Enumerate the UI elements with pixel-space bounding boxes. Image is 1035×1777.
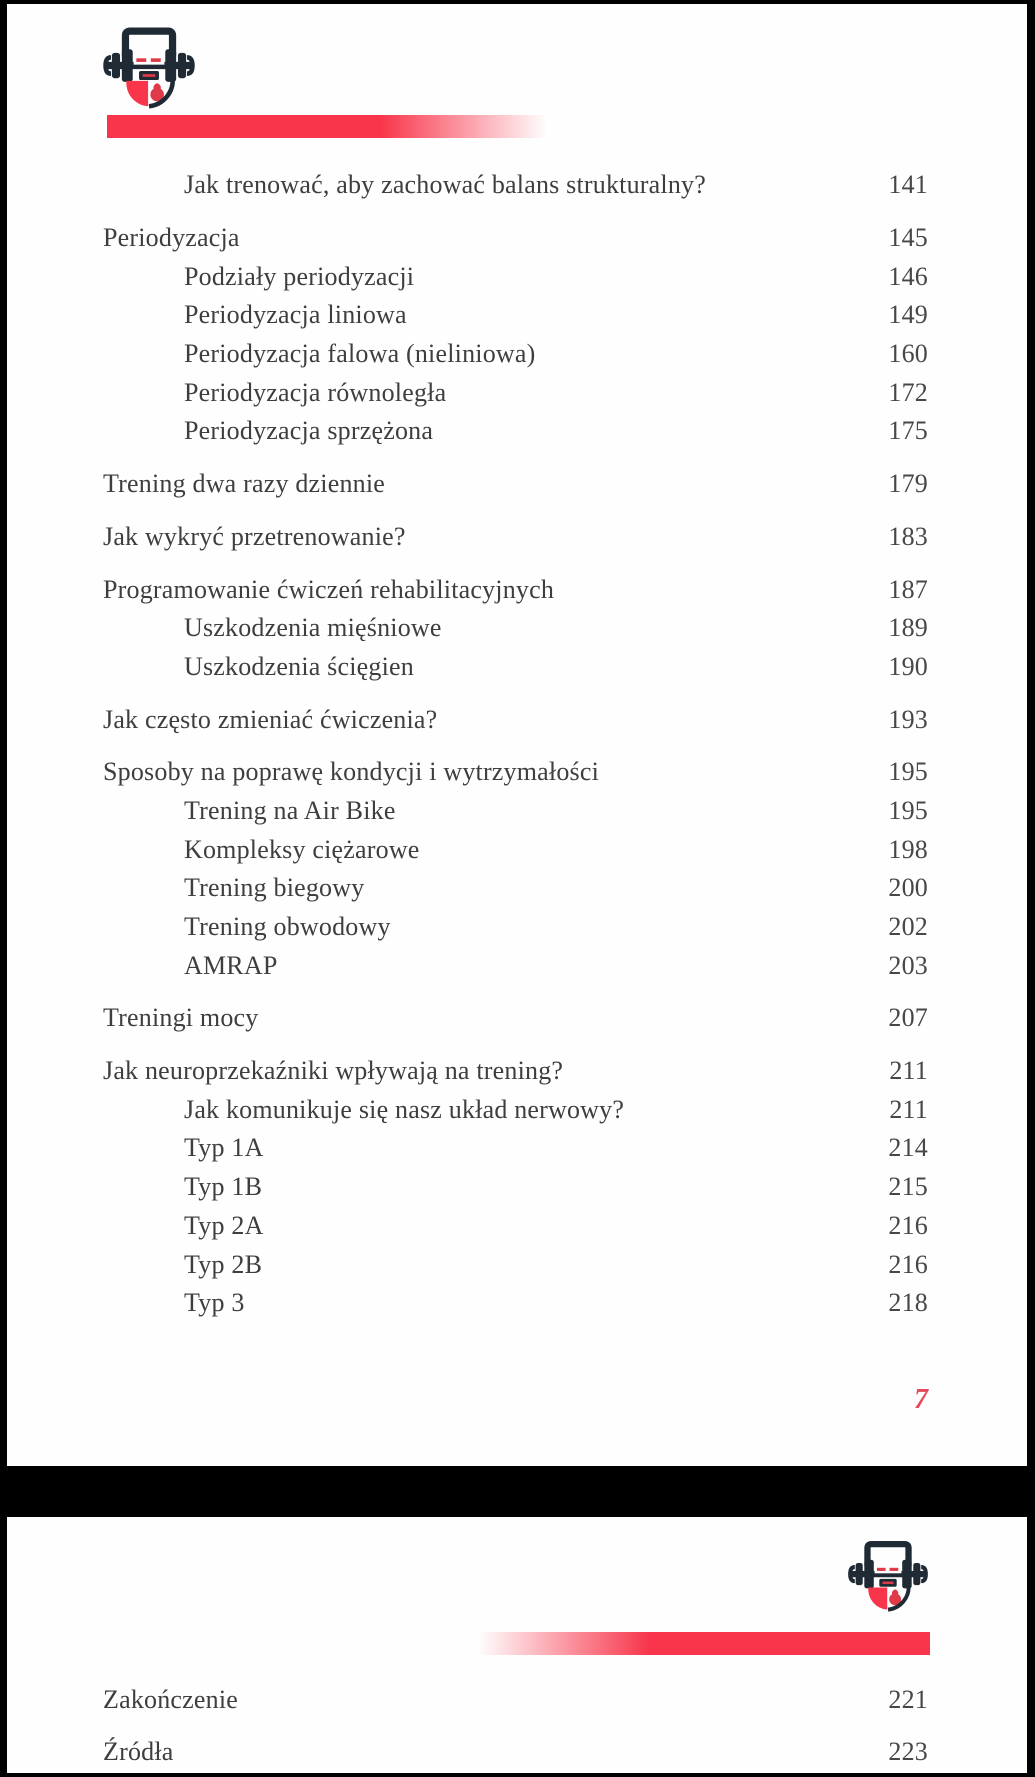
toc-entry-page: 223 (888, 1736, 928, 1766)
toc-entry-page: 202 (888, 912, 928, 942)
toc-row (103, 518, 928, 557)
red-accent-bar (107, 115, 547, 138)
page-number-folio: 7 (914, 1384, 928, 1415)
toc-row (103, 412, 928, 451)
toc-row (103, 908, 928, 947)
toc-entry-title: Typ 3 (184, 1288, 245, 1318)
toc-row (103, 753, 928, 792)
gym-club-logo-icon (848, 1537, 928, 1612)
toc-entry-page: 190 (888, 651, 928, 681)
toc-row (103, 465, 928, 504)
toc-entry-title: Jak trenować, aby zachować balans strukturalny? (184, 170, 706, 200)
toc-entry-page: 211 (889, 1094, 928, 1124)
toc-entry-page: 203 (888, 950, 928, 980)
toc-entry-page: 183 (888, 521, 928, 551)
toc-entry-page: 218 (888, 1288, 928, 1318)
toc-entry-title: Periodyzacja równoległa (184, 377, 447, 407)
toc-entry-title: AMRAP (184, 950, 278, 980)
toc-row (103, 219, 928, 258)
toc-entry-title: Periodyzacja liniowa (184, 300, 407, 330)
toc-entry-page: 200 (888, 873, 928, 903)
toc-entry-title: Zakończenie (103, 1685, 239, 1715)
toc-entry-title: Trening dwa razy dziennie (103, 469, 386, 499)
toc-entry-page: 195 (888, 795, 928, 825)
toc-entry-title: Programowanie ćwiczeń rehabilitacyjnych (103, 574, 555, 604)
toc-entry-page: 175 (888, 416, 928, 446)
toc-entry-title: Sposoby na poprawę kondycji i wytrzymałości (103, 757, 600, 787)
toc-entry-title: Typ 2B (184, 1249, 263, 1279)
toc-row (103, 1732, 928, 1771)
table-of-contents-end (103, 1681, 928, 1771)
toc-entry-page: 179 (888, 469, 928, 499)
toc-row (103, 1090, 928, 1129)
toc-row (103, 700, 928, 739)
toc-row (103, 1245, 928, 1284)
toc-row (103, 166, 928, 205)
toc-row (103, 1129, 928, 1168)
gym-club-logo-icon (103, 23, 195, 109)
toc-entry-page: 195 (888, 757, 928, 787)
book-page-next (7, 1517, 1027, 1773)
toc-entry-title: Podziały periodyzacji (184, 261, 415, 291)
toc-row (103, 1168, 928, 1207)
toc-row (103, 257, 928, 296)
toc-entry-title: Periodyzacja falowa (nieliniowa) (184, 339, 536, 369)
toc-entry-page: 216 (888, 1210, 928, 1240)
toc-entry-title: Typ 2A (184, 1210, 264, 1240)
toc-entry-title: Jak neuroprzekaźniki wpływają na trening? (103, 1056, 564, 1086)
toc-entry-title: Treningi mocy (103, 1003, 259, 1033)
toc-entry-title: Jak wykryć przetrenowanie? (103, 521, 406, 551)
toc-entry-page: 221 (888, 1685, 928, 1715)
toc-row (103, 296, 928, 335)
toc-entry-page: 216 (888, 1249, 928, 1279)
toc-entry-page: 160 (888, 339, 928, 369)
toc-entry-page: 207 (888, 1003, 928, 1033)
toc-entry-page: 211 (889, 1056, 928, 1086)
toc-entry-page: 172 (888, 377, 928, 407)
toc-row (103, 869, 928, 908)
red-accent-bar (478, 1632, 930, 1655)
toc-entry-page: 149 (888, 300, 928, 330)
toc-entry-page: 214 (888, 1133, 928, 1163)
toc-row (103, 609, 928, 648)
toc-row (103, 792, 928, 831)
toc-entry-title: Trening biegowy (184, 873, 365, 903)
table-of-contents (103, 166, 928, 1323)
book-page-7 (7, 4, 1027, 1466)
toc-entry-title: Źródła (103, 1736, 174, 1766)
toc-entry-title: Periodyzacja (103, 223, 240, 253)
toc-row (103, 1207, 928, 1246)
toc-entry-title: Uszkodzenia mięśniowe (184, 613, 442, 643)
toc-entry-page: 193 (888, 704, 928, 734)
toc-entry-page: 215 (888, 1172, 928, 1202)
toc-entry-page: 189 (888, 613, 928, 643)
toc-row (103, 999, 928, 1038)
toc-entry-title: Trening obwodowy (184, 912, 391, 942)
toc-row (103, 946, 928, 985)
toc-row (103, 373, 928, 412)
toc-row (103, 570, 928, 609)
toc-entry-title: Uszkodzenia ścięgien (184, 651, 414, 681)
toc-entry-title: Typ 1B (184, 1172, 263, 1202)
toc-row (103, 648, 928, 687)
toc-entry-page: 145 (888, 223, 928, 253)
toc-entry-page: 141 (888, 170, 928, 200)
toc-entry-title: Jak często zmieniać ćwiczenia? (103, 704, 438, 734)
toc-entry-page: 198 (888, 834, 928, 864)
toc-row (103, 1681, 928, 1720)
toc-entry-page: 146 (888, 261, 928, 291)
toc-entry-title: Kompleksy ciężarowe (184, 834, 420, 864)
toc-entry-title: Periodyzacja sprzężona (184, 416, 434, 446)
toc-row (103, 830, 928, 869)
toc-entry-title: Jak komunikuje się nasz układ nerwowy? (184, 1094, 625, 1124)
toc-entry-page: 187 (888, 574, 928, 604)
toc-row (103, 1284, 928, 1323)
toc-entry-title: Typ 1A (184, 1133, 264, 1163)
toc-entry-title: Trening na Air Bike (184, 795, 396, 825)
toc-row (103, 335, 928, 374)
toc-row (103, 1052, 928, 1091)
